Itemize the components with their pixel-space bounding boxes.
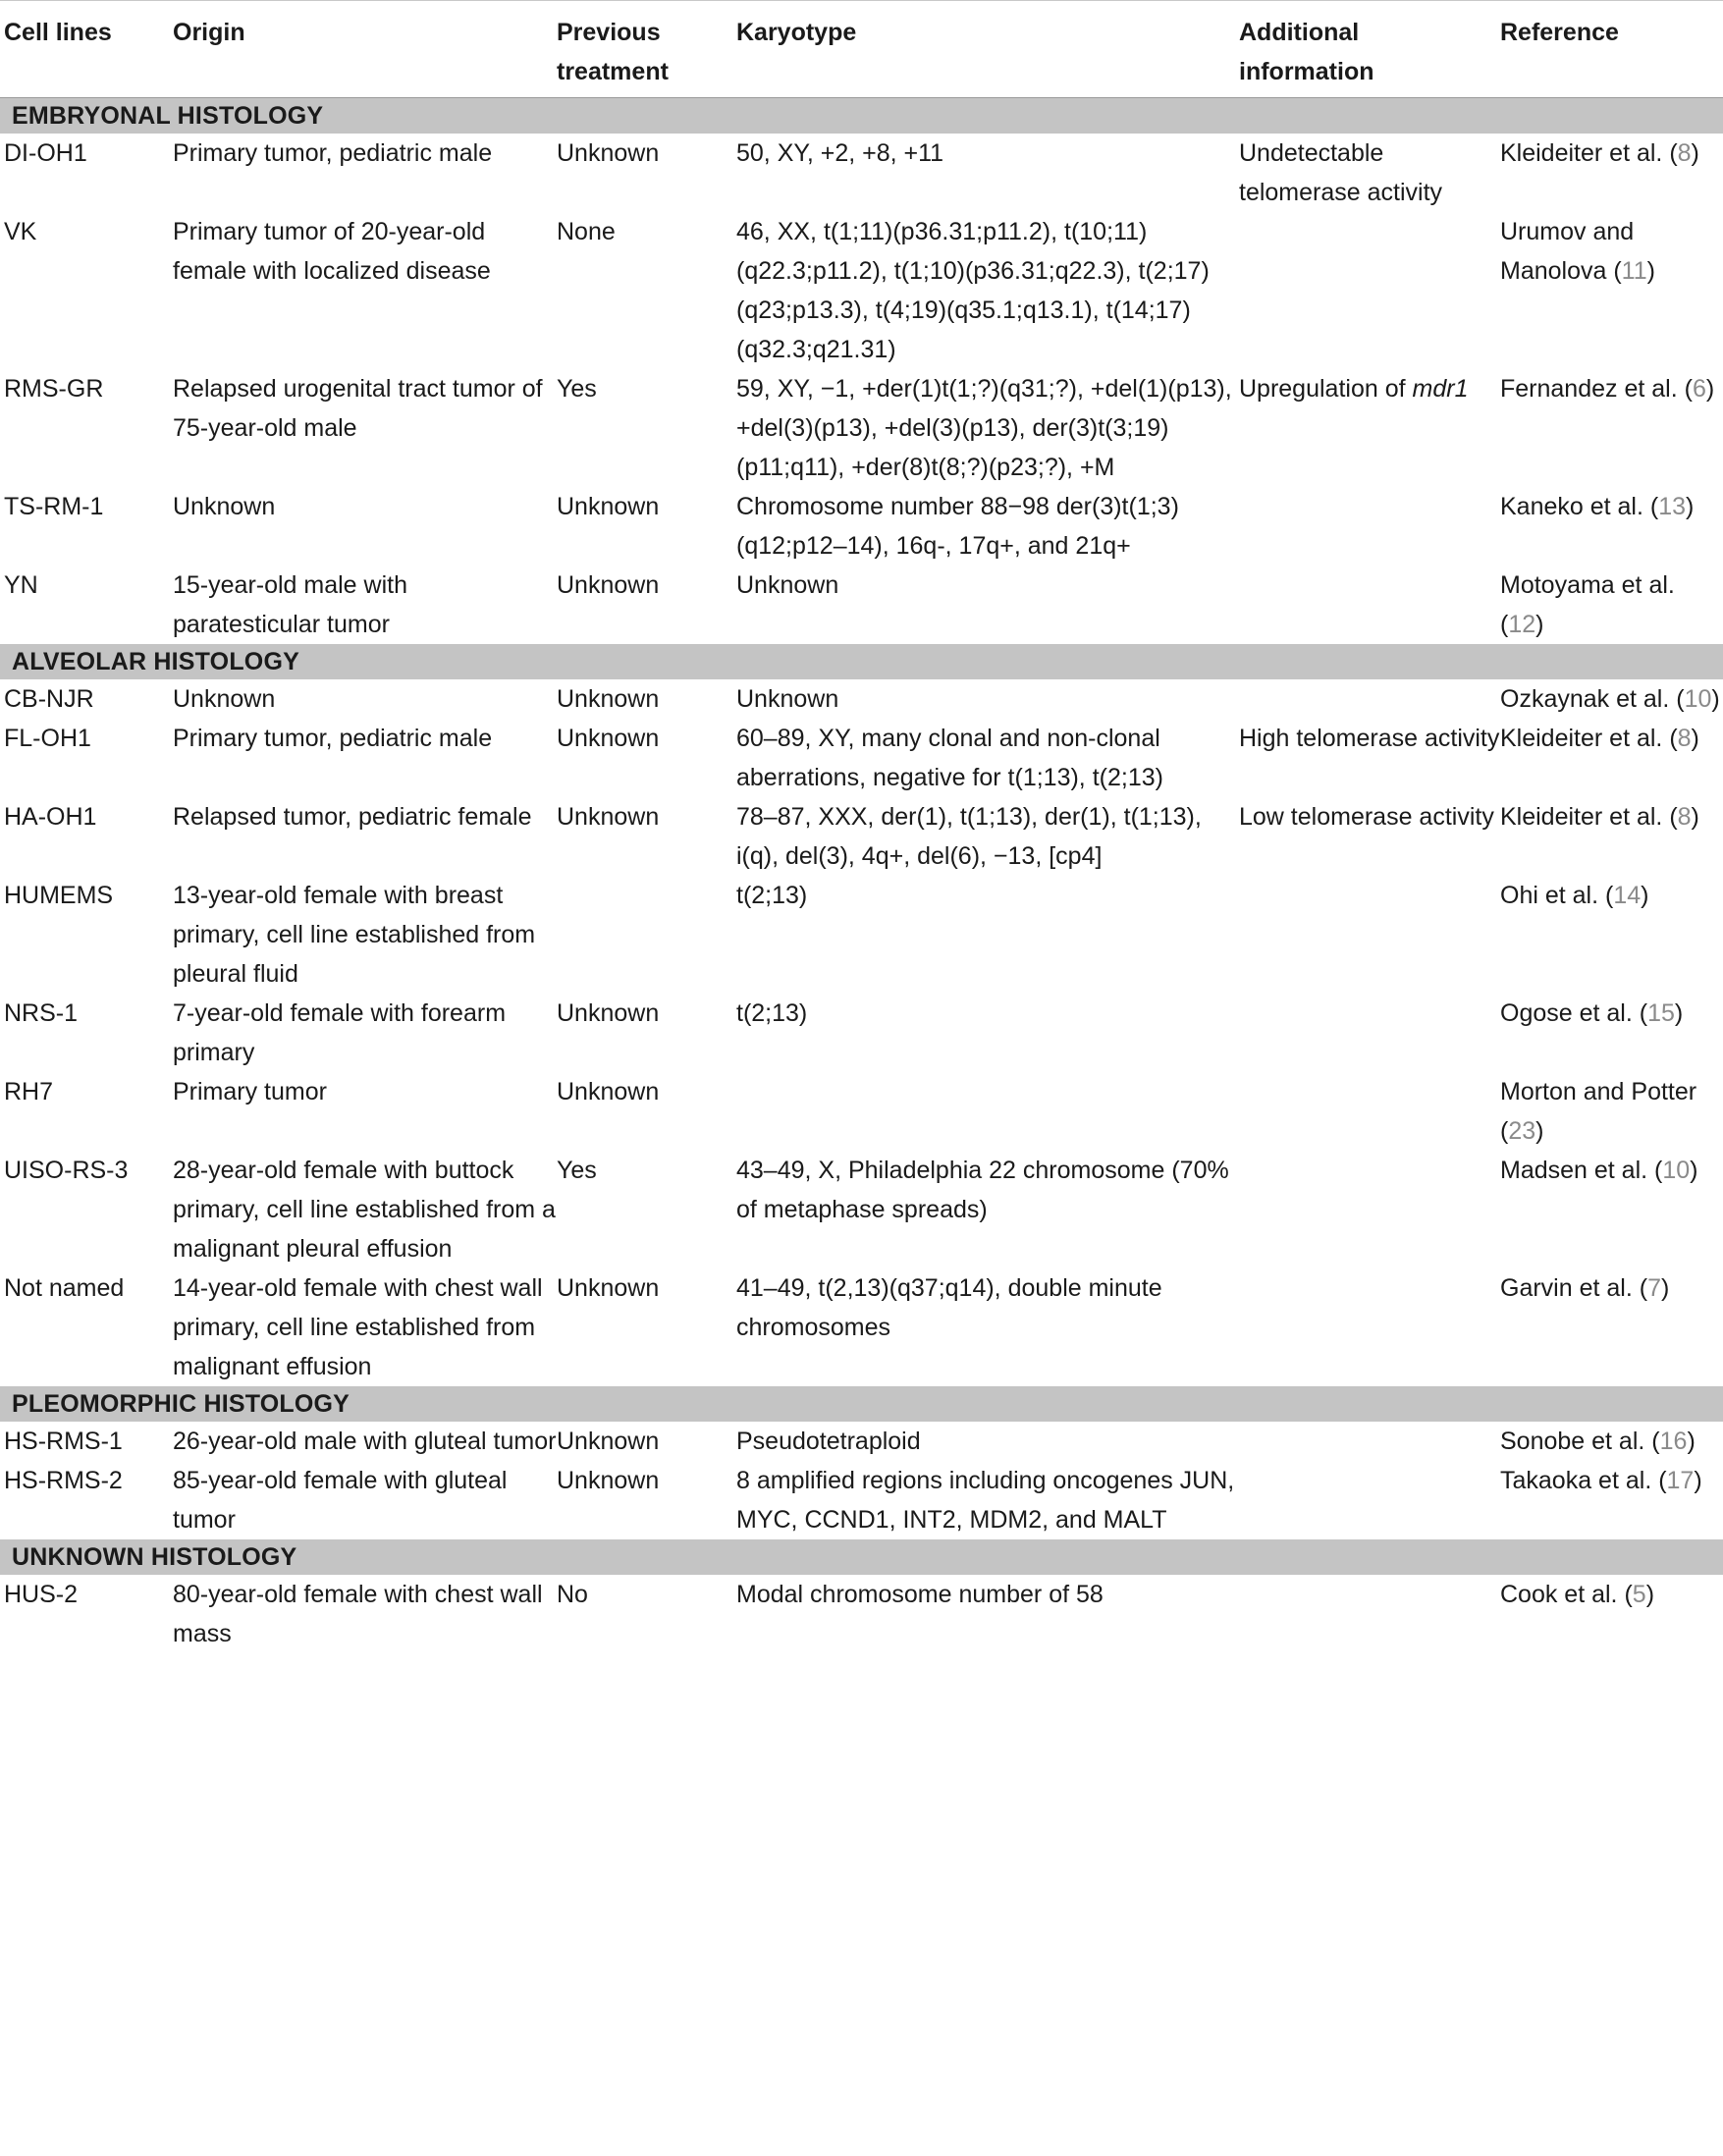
origin-cell: 80-year-old female with chest wall mass [173,1581,543,1647]
karyotype-cell: 59, XY, −1, +der(1)t(1;?)(q31;?), +del(1)(p13), +del(3)(p13), +del(3)(p13), der(3)t(3;19)(p11;q11), +der(8)t(8;?)(p23;?), +M [736,375,1232,481]
additional-information-cell [1235,1268,1500,1386]
cell-line-cell: HS-RMS-2 [4,1467,123,1494]
table-row [0,1072,1723,1151]
reference-number-link[interactable]: 10 [1684,685,1712,713]
karyotype-cell: Chromosome number 88−98 der(3)t(1;3)(q12;p12–14), 16q-, 17q+, and 21q+ [736,493,1179,560]
reference-number-link[interactable]: 15 [1647,999,1675,1027]
reference-number-link[interactable]: 8 [1677,803,1692,831]
additional-information-cell [1235,719,1500,797]
table-body [0,98,1723,1654]
cell-line-cell: Not named [4,1274,125,1302]
origin-cell: Primary tumor [173,1078,327,1105]
section-title: ALVEOLAR HISTOLOGY [0,644,1723,679]
previous-treatment-cell: Yes [557,375,597,403]
table-row [0,679,1723,719]
additional-information-cell [1235,679,1500,719]
reference-cell [1500,1461,1723,1539]
reference-number-link[interactable]: 6 [1692,375,1706,403]
table-row [0,369,1723,487]
cell-line-cell: VK [4,218,37,245]
additional-information-cell [1235,1072,1500,1151]
previous-treatment-cell: Unknown [557,999,660,1027]
karyotype-cell: 43–49, X, Philadelphia 22 chromosome (70% of metaphase spreads) [736,1157,1229,1223]
additional-information-cell [1235,1151,1500,1268]
table-row [0,1268,1723,1386]
cell-line-cell: UISO-RS-3 [4,1157,129,1184]
table-row [0,212,1723,369]
karyotype-cell: 46, XX, t(1;11)(p36.31;p11.2), t(10;11)(q22.3;p11.2), t(1;10)(p36.31;q22.3), t(2;17)(q23;p13.3), t(4;19)(q35.1;q13.1), t(14;17)(q32.3;q21.31) [736,218,1210,363]
reference-author: Urumov and Manolova ( [1500,218,1635,285]
karyotype-cell: Modal chromosome number of 58 [736,1581,1104,1608]
reference-close-paren: ) [1691,139,1699,167]
origin-cell: Primary tumor, pediatric male [173,139,493,167]
additional-information-cell [1235,1422,1500,1461]
reference-close-paren: ) [1674,999,1684,1027]
reference-cell [1500,1422,1723,1461]
table-row [0,487,1723,566]
karyotype-cell: 41–49, t(2,13)(q37;q14), double minute chromosomes [736,1274,1162,1341]
reference-author: Sonobe et al. ( [1500,1428,1660,1455]
origin-cell: Primary tumor of 20-year-old female with localized disease [173,218,491,285]
karyotype-cell: t(2;13) [736,999,808,1027]
cell-line-cell: RH7 [4,1078,54,1105]
table-row [0,1575,1723,1653]
reference-author: Takaoka et al. ( [1500,1467,1667,1494]
karyotype-cell: Unknown [736,685,839,713]
reference-author: Kaneko et al. ( [1500,493,1659,520]
reference-close-paren: ) [1705,375,1715,403]
reference-cell [1500,134,1723,212]
karyotype-cell: 78–87, XXX, der(1), t(1;13), der(1), t(1;13), i(q), del(3), 4q+, del(6), −13, [cp4] [736,803,1202,870]
cell-line-cell: FL-OH1 [4,725,91,752]
karyotype-cell: 8 amplified regions including oncogenes JUN, MYC, CCND1, INT2, MDM2, and MALT [736,1467,1235,1534]
reference-cell [1500,212,1723,369]
origin-cell: Relapsed tumor, pediatric female [173,803,532,831]
additional-information-cell [1235,1575,1500,1653]
reference-cell [1500,797,1723,876]
cell-line-cell: NRS-1 [4,999,79,1027]
section-title: PLEOMORPHIC HISTOLOGY [0,1386,1723,1422]
reference-close-paren: ) [1711,685,1720,713]
reference-number-link[interactable]: 8 [1677,725,1692,752]
karyotype-cell: 60–89, XY, many clonal and non-clonal aberrations, negative for t(1;13), t(2;13) [736,725,1163,791]
reference-close-paren: ) [1690,1157,1698,1184]
reference-cell [1500,566,1723,644]
additional-information-cell [1235,212,1500,369]
reference-cell [1500,719,1723,797]
reference-cell [1500,369,1723,487]
header-karyotype: Karyotype [736,1,1235,98]
reference-number-link[interactable]: 11 [1621,257,1647,285]
karyotype-cell: t(2;13) [736,882,808,909]
additional-information-cell [1235,369,1500,487]
origin-cell: 14-year-old female with chest wall primary, cell line established from malignant effusion [173,1274,543,1380]
table-row [0,1461,1723,1539]
reference-author: Kleideiter et al. ( [1500,803,1678,831]
header-cell-lines: Cell lines [0,1,173,98]
cell-line-cell: HS-RMS-1 [4,1428,123,1455]
previous-treatment-cell: Unknown [557,1274,660,1302]
reference-cell [1500,1575,1723,1653]
reference-close-paren: ) [1691,725,1699,752]
reference-number-link[interactable]: 10 [1662,1157,1691,1184]
origin-cell: 13-year-old female with breast primary, cell line established from pleural fluid [173,882,536,988]
reference-number-link[interactable]: 14 [1613,882,1642,909]
karyotype-cell: 50, XY, +2, +8, +11 [736,139,944,167]
table-row [0,1422,1723,1461]
table-row [0,719,1723,797]
cell-line-cell: YN [4,571,38,599]
reference-cell [1500,1072,1723,1151]
additional-information-cell [1235,876,1500,994]
reference-close-paren: ) [1645,1581,1655,1608]
previous-treatment-cell: Unknown [557,1428,660,1455]
additional-information-cell [1235,487,1500,566]
reference-cell [1500,487,1723,566]
previous-treatment-cell: Unknown [557,803,660,831]
additional-information-text: Low telomerase activity [1239,803,1494,831]
reference-number-link[interactable]: 17 [1666,1467,1695,1494]
reference-number-link[interactable]: 23 [1508,1117,1536,1145]
reference-number-link[interactable]: 16 [1659,1428,1688,1455]
reference-author: Kleideiter et al. ( [1500,139,1678,167]
reference-number-link[interactable]: 13 [1658,493,1687,520]
origin-cell: Unknown [173,493,276,520]
cell-line-cell: TS-RM-1 [4,493,104,520]
cell-line-cell: HA-OH1 [4,803,97,831]
origin-cell: 26-year-old male with gluteal tumor [173,1428,557,1455]
section-title: EMBRYONAL HISTOLOGY [0,98,1723,135]
reference-close-paren: ) [1646,257,1655,285]
cell-line-cell: DI-OH1 [4,139,87,167]
reference-cell [1500,876,1723,994]
previous-treatment-cell: Unknown [557,493,660,520]
karyotype-cell: Pseudotetraploid [736,1428,921,1455]
additional-information-cell [1235,797,1500,876]
cell-line-cell: HUMEMS [4,882,114,909]
reference-author: Ogose et al. ( [1500,999,1648,1027]
cell-line-cell: HUS-2 [4,1581,79,1608]
reference-number-link[interactable]: 7 [1647,1274,1661,1302]
reference-close-paren: ) [1691,803,1699,831]
reference-close-paren: ) [1686,493,1695,520]
origin-cell: Primary tumor, pediatric male [173,725,493,752]
table-row [0,1151,1723,1268]
reference-number-link[interactable]: 8 [1677,139,1692,167]
previous-treatment-cell: Unknown [557,139,660,167]
section-header-row [0,644,1723,679]
additional-information-cell [1235,1461,1500,1539]
reference-cell [1500,994,1723,1072]
reference-number-link[interactable]: 12 [1508,611,1536,638]
reference-close-paren: ) [1694,1467,1702,1494]
reference-close-paren: ) [1660,1274,1670,1302]
cell-line-cell: RMS-GR [4,375,104,403]
header-previous-treatment: Previous treatment [557,1,736,98]
reference-cell [1500,1268,1723,1386]
additional-information-text: Upregulation of [1239,375,1406,403]
previous-treatment-cell: Unknown [557,685,660,713]
additional-information-text: High telomerase activity [1239,725,1500,752]
table-header [0,1,1723,98]
previous-treatment-cell: None [557,218,616,245]
reference-close-paren: ) [1687,1428,1696,1455]
section-header-row [0,98,1723,135]
previous-treatment-cell: No [557,1581,588,1608]
header-additional-information: Additional information [1235,1,1500,98]
reference-close-paren: ) [1535,611,1544,638]
reference-close-paren: ) [1535,1117,1544,1145]
reference-cell [1500,679,1723,719]
reference-author: Morton and Potter ( [1500,1078,1697,1145]
origin-cell: 7-year-old female with forearm primary [173,999,507,1066]
origin-cell: 15-year-old male with paratesticular tumor [173,571,407,638]
reference-author: Madsen et al. ( [1500,1157,1663,1184]
table-row [0,566,1723,644]
reference-author: Garvin et al. ( [1500,1274,1648,1302]
reference-close-paren: ) [1641,882,1649,909]
reference-author: Ohi et al. ( [1500,882,1614,909]
additional-information-text: Undetectable telomerase activity [1239,139,1443,206]
additional-information-cell [1235,134,1500,212]
karyotype-cell [736,1072,1235,1151]
cell-line-cell: CB-NJR [4,685,94,713]
additional-information-cell [1235,566,1500,644]
previous-treatment-cell: Unknown [557,571,660,599]
origin-cell: 28-year-old female with buttock primary, cell line established from a malignant pleural effusion [173,1157,556,1263]
table-row [0,134,1723,212]
reference-author: Ozkaynak et al. ( [1500,685,1685,713]
section-header-row [0,1386,1723,1422]
table-row [0,994,1723,1072]
reference-author: Kleideiter et al. ( [1500,725,1678,752]
previous-treatment-cell: Unknown [557,725,660,752]
karyotype-cell: Unknown [736,571,839,599]
header-row [0,1,1723,98]
origin-cell: Relapsed urogenital tract tumor of 75-year-old male [173,375,543,442]
reference-cell [1500,1151,1723,1268]
section-header-row [0,1539,1723,1575]
origin-cell: 85-year-old female with gluteal tumor [173,1467,508,1534]
previous-treatment-cell: Unknown [557,1078,660,1105]
section-title: UNKNOWN HISTOLOGY [0,1539,1723,1575]
previous-treatment-cell: Yes [557,1157,597,1184]
previous-treatment-cell: Unknown [557,1467,660,1494]
header-origin: Origin [173,1,557,98]
additional-information-cell [1235,994,1500,1072]
previous-treatment-cell [557,876,736,994]
reference-author: Cook et al. ( [1500,1581,1633,1608]
reference-number-link[interactable]: 5 [1632,1581,1646,1608]
gene-name: mdr1 [1412,375,1469,403]
reference-author: Fernandez et al. ( [1500,375,1693,403]
origin-cell: Unknown [173,685,276,713]
table-row [0,876,1723,994]
header-reference: Reference [1500,1,1723,98]
reference-author: Motoyama et al. ( [1500,571,1675,638]
table-row [0,797,1723,876]
